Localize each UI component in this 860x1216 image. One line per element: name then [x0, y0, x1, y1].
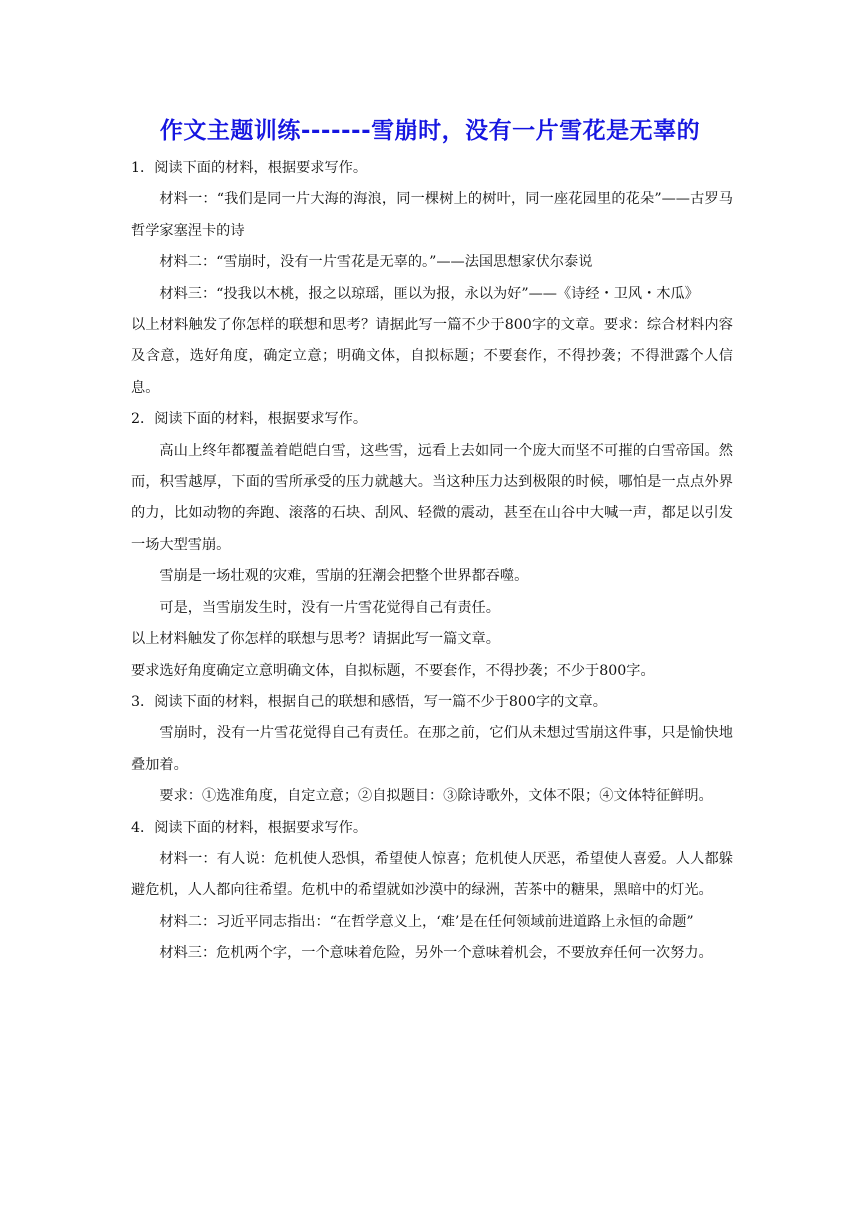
question-1-material-3: 材料三：“投我以木桃，报之以琼瑶，匪以为报，永以为好”——《诗经・卫风・木瓜》 — [159, 285, 699, 302]
question-4-material-1: 材料一：有人说：危机使人恐惧，希望使人惊喜；危机使人厌恶，希望使人喜爱。人人都躲避危机，人人都向往希望。危机中的希望就如沙漠中的绿洲，苦茶中的糖果，黑暗中的灯光。 — [131, 850, 733, 899]
question-2-paragraph-2: 雪崩是一场壮观的灾难，雪崩的狂潮会把整个世界都吞噬。 — [159, 568, 529, 585]
question-3-requirement: 要求：①选准角度，自定立意；②自拟题目：③除诗歌外，文体不限；④文体特征鲜明。 — [159, 788, 713, 805]
document-body — [131, 153, 733, 970]
question-3-heading: 3．阅读下面的材料，根据自己的联想和感悟，写一篇不少于800字的文章。 — [131, 693, 607, 710]
question-2-paragraph-1: 高山上终年都覆盖着皑皑白雪，这些雪，远看上去如同一个庞大而坚不可摧的白雪帝国。然而，积雪越厚，下面的雪所承受的压力就越大。当这种压力达到极限的时候，哪怕是一点点外界的力，比如动物的奔跑、滚落的石块、刮风、轻微的震动，甚至在山谷中大喊一声，都足以引发一场大型雪崩。 — [131, 442, 733, 553]
question-4-heading: 4．阅读下面的材料，根据要求写作。 — [131, 819, 368, 836]
question-2-requirement: 要求选好角度确定立意明确文体，自拟标题，不要套作，不得抄袭；不少于800字。 — [131, 662, 655, 679]
question-2-heading: 2．阅读下面的材料，根据要求写作。 — [131, 411, 368, 428]
question-1-requirement: 以上材料触发了你怎样的联想和思考？请据此写一篇不少于800字的文章。要求：综合材料内容及含意，选好角度，确定立意；明确文体，自拟标题；不要套作，不得抄袭；不得泄露个人信息。 — [131, 317, 733, 396]
question-4-material-2: 材料二：习近平同志指出：“在哲学意义上，‘难’是在任何领域前进道路上永恒的命题” — [159, 913, 694, 930]
question-2-paragraph-3: 可是，当雪崩发生时，没有一片雪花觉得自己有责任。 — [159, 599, 500, 616]
question-1-material-2: 材料二：“雪崩时，没有一片雪花是无辜的。”——法国思想家伏尔泰说 — [159, 254, 593, 271]
document-title: 作文主题训练-------雪崩时，没有一片雪花是无辜的 — [159, 118, 701, 144]
question-1-heading: 1．阅读下面的材料，根据要求写作。 — [131, 160, 368, 176]
question-4-material-3: 材料三：危机两个字，一个意味着危险，另外一个意味着机会，不要放弃任何一次努力。 — [159, 945, 713, 962]
question-3-paragraph-1: 雪崩时，没有一片雪花觉得自己有责任。在那之前，它们从未想过雪崩这件事，只是愉快地叠加着。 — [131, 725, 733, 773]
question-2-prompt: 以上材料触发了你怎样的联想与思考？请据此写一篇文章。 — [131, 631, 500, 648]
question-1-material-1: 材料一：“我们是同一片大海的海浪，同一棵树上的树叶，同一座花园里的花朵”——古罗马哲学家塞涅卡的诗 — [131, 191, 733, 239]
